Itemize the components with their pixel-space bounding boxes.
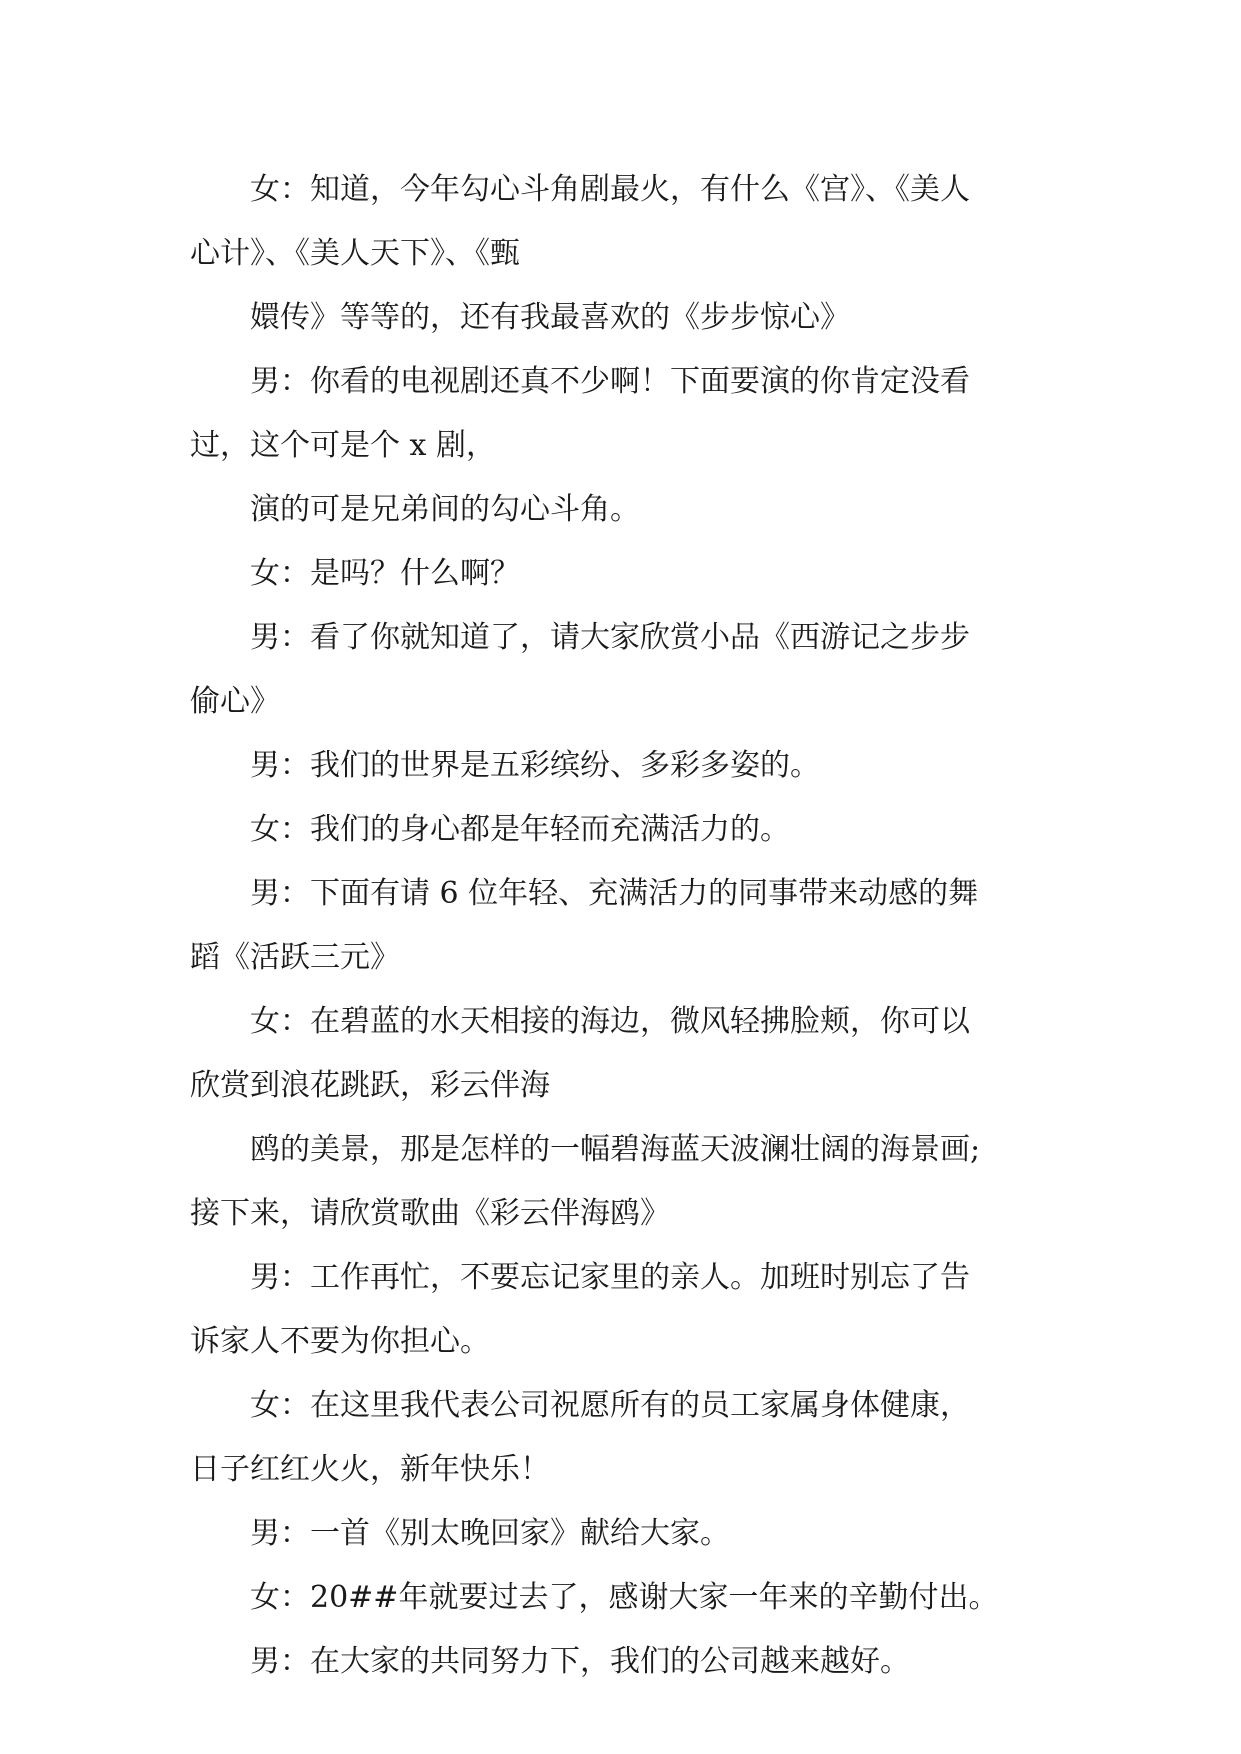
paragraph-11: 鸥的美景，那是怎样的一幅碧海蓝天波澜壮阔的海景画; 接下来，请欣赏歌曲《彩云伴海鸥》 <box>190 1132 981 1231</box>
paragraph-2: 嬛传》等等的，还有我最喜欢的《步步惊心》 <box>250 300 850 335</box>
paragraph-7: 男：我们的世界是五彩缤纷、多彩多姿的。 <box>250 748 820 783</box>
paragraph-3: 男：你看的电视剧还真不少啊！下面要演的你肯定没看 过，这个可是个 x 剧， <box>190 364 970 463</box>
paragraph-15: 女：20##年就要过去了，感谢大家一年来的辛勤付出。 <box>250 1580 999 1615</box>
paragraph-10: 女：在碧蓝的水天相接的海边，微风轻拂脸颊，你可以 欣赏到浪花跳跃，彩云伴海 <box>190 1004 970 1103</box>
paragraph-6: 男：看了你就知道了，请大家欣赏小品《西游记之步步 偷心》 <box>190 620 970 719</box>
paragraph-12: 男：工作再忙，不要忘记家里的亲人。加班时别忘了告 诉家人不要为你担心。 <box>190 1260 970 1359</box>
paragraph-4: 演的可是兄弟间的勾心斗角。 <box>250 492 640 527</box>
paragraph-5: 女：是吗？什么啊？ <box>250 556 520 591</box>
paragraph-9: 男：下面有请 6 位年轻、充满活力的同事带来动感的舞 蹈《活跃三元》 <box>190 876 979 975</box>
paragraph-13: 女：在这里我代表公司祝愿所有的员工家属身体健康， 日子红红火火，新年快乐！ <box>190 1388 970 1487</box>
document-body <box>190 158 1070 1694</box>
paragraph-16: 男：在大家的共同努力下，我们的公司越来越好。 <box>250 1644 910 1679</box>
paragraph-1: 女：知道，今年勾心斗角剧最火，有什么《宫》、《美人 心计》、《美人天下》、《甄 <box>190 172 970 271</box>
paragraph-14: 男：一首《别太晚回家》献给大家。 <box>250 1516 730 1551</box>
paragraph-8: 女：我们的身心都是年轻而充满活力的。 <box>250 812 790 847</box>
